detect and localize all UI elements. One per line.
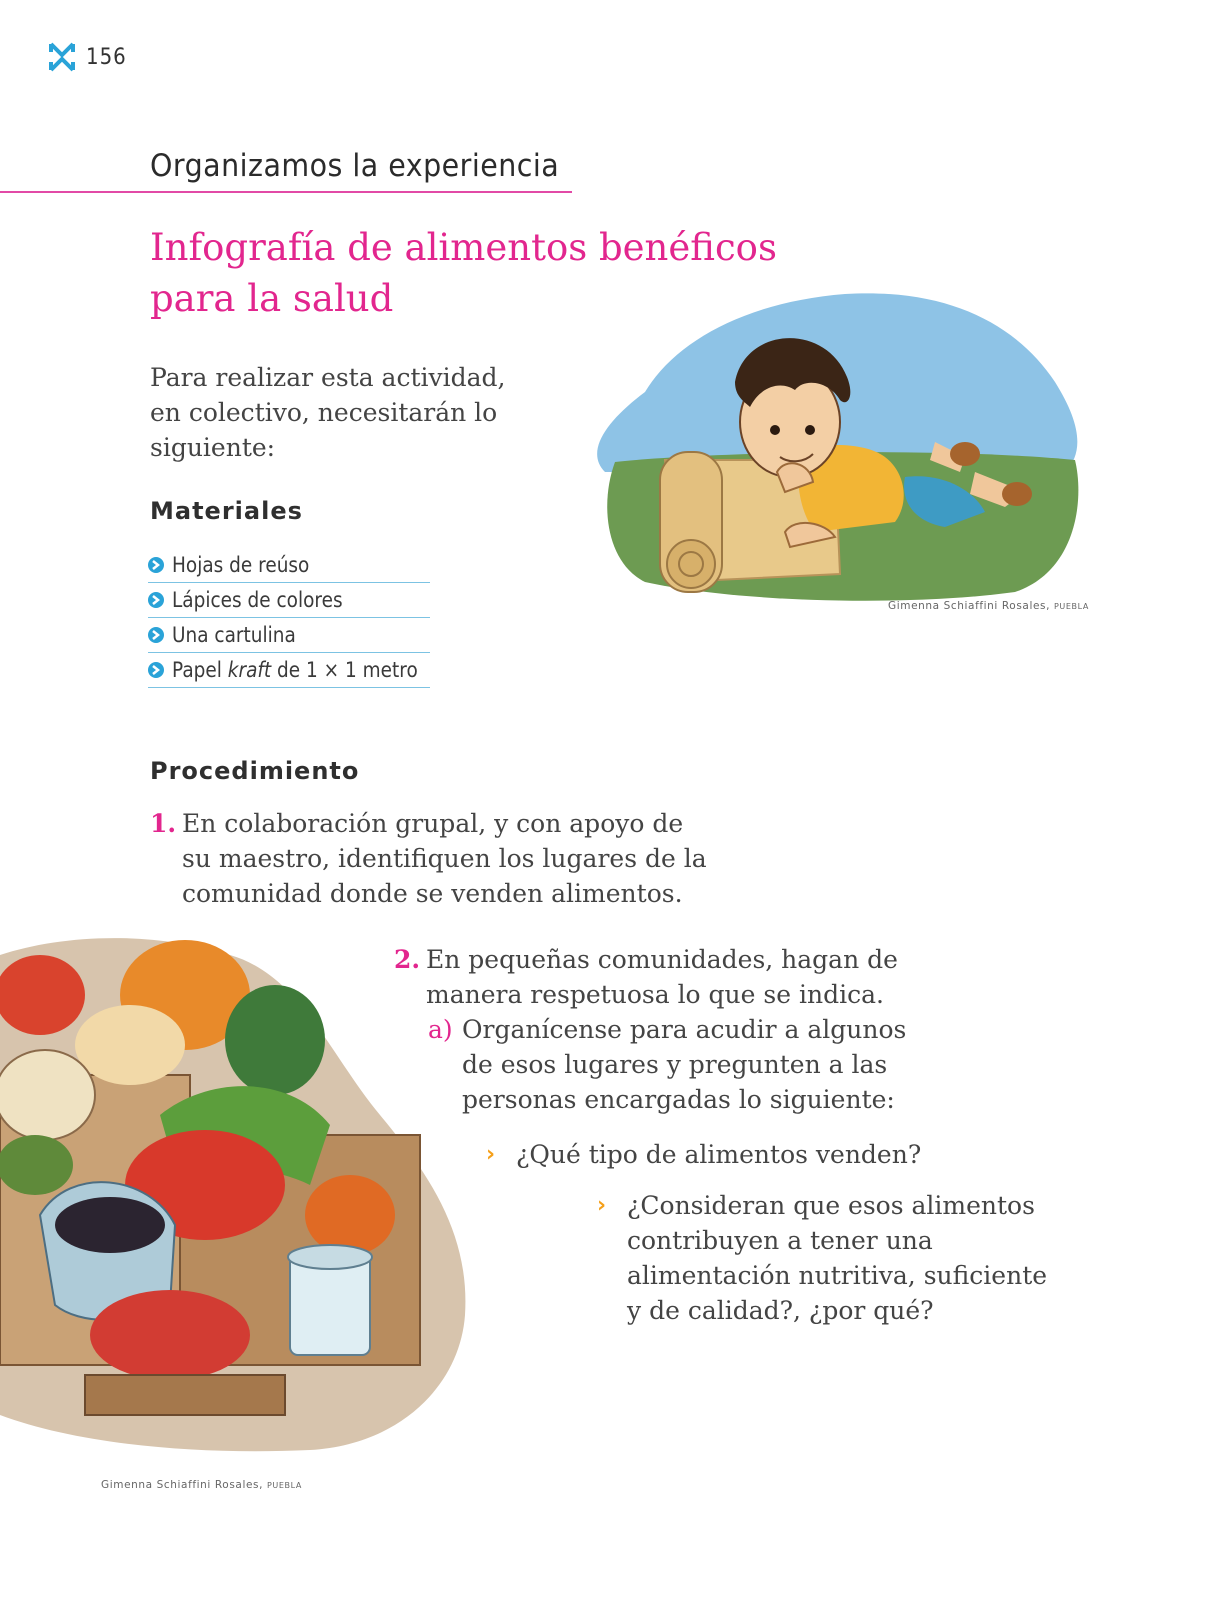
chevron-right-icon xyxy=(148,592,164,608)
procedure-substep-a xyxy=(428,1012,948,1117)
material-text: de 1 × 1 metro xyxy=(277,658,418,682)
step-number: 2. xyxy=(394,945,421,974)
intro-paragraph xyxy=(150,360,550,465)
material-label: Hojas de reúso xyxy=(172,553,310,577)
chevron-bullet-icon: › xyxy=(486,1142,496,1167)
book-logo-icon xyxy=(48,40,76,74)
question-line: ¿Consideran que esos alimentos xyxy=(627,1191,1035,1220)
market-produce-illustration xyxy=(0,935,480,1455)
credit-state: PUEBLA xyxy=(266,1481,302,1490)
step-line: manera respetuosa lo que se indica. xyxy=(426,980,884,1009)
substep-line: personas encargadas lo siguiente: xyxy=(462,1085,895,1114)
intro-line: siguiente: xyxy=(150,433,276,462)
boy-illustration-credit xyxy=(888,600,1089,612)
section-divider xyxy=(0,191,572,193)
question-1 xyxy=(486,1137,946,1172)
material-text: Papel xyxy=(172,658,222,682)
chevron-right-icon xyxy=(148,627,164,643)
substep-line: de esos lugares y pregunten a las xyxy=(462,1050,888,1079)
activity-title-line2: para la salud xyxy=(150,277,394,320)
materials-list xyxy=(148,548,430,688)
credit-author: Gimenna Schiaffini Rosales, xyxy=(888,600,1051,612)
section-heading: Organizamos la experiencia xyxy=(150,148,560,184)
list-item xyxy=(148,618,430,653)
question-line: y de calidad?, ¿por qué? xyxy=(627,1296,934,1325)
materials-heading: Materiales xyxy=(150,497,303,525)
list-item xyxy=(148,548,430,583)
procedure-step-1 xyxy=(150,806,770,911)
procedure-heading: Procedimiento xyxy=(150,757,360,785)
credit-state: PUEBLA xyxy=(1053,602,1089,611)
page-header xyxy=(48,40,127,74)
step-line: su maestro, identifiquen los lugares de la xyxy=(182,844,707,873)
credit-author: Gimenna Schiaffini Rosales, xyxy=(101,1479,264,1491)
intro-line: en colectivo, necesitarán lo xyxy=(150,398,498,427)
substep-line: Organícense para acudir a algunos xyxy=(462,1015,907,1044)
step-line: En colaboración grupal, y con apoyo de xyxy=(182,809,684,838)
intro-line: Para realizar esta actividad, xyxy=(150,363,506,392)
material-label: Lápices de colores xyxy=(172,588,343,612)
step-line: En pequeñas comunidades, hagan de xyxy=(426,945,898,974)
chevron-bullet-icon: › xyxy=(597,1193,607,1218)
question-2 xyxy=(597,1188,1077,1328)
chevron-right-icon xyxy=(148,557,164,573)
boy-reading-illustration xyxy=(585,282,1085,602)
step-number: 1. xyxy=(150,809,177,838)
list-item xyxy=(148,653,430,688)
material-label xyxy=(172,658,418,682)
question-line: alimentación nutritiva, suficiente xyxy=(627,1261,1048,1290)
step-line: comunidad donde se venden alimentos. xyxy=(182,879,683,908)
material-label: Una cartulina xyxy=(172,623,296,647)
page-number: 156 xyxy=(86,44,127,70)
substep-letter: a) xyxy=(428,1015,453,1044)
question-line: contribuyen a tener una xyxy=(627,1226,933,1255)
material-text-italic: kraft xyxy=(227,658,272,682)
activity-title-line1: Infografía de alimentos benéficos xyxy=(150,226,777,269)
chevron-right-icon xyxy=(148,662,164,678)
market-illustration-credit xyxy=(101,1479,302,1491)
question-text: ¿Qué tipo de alimentos venden? xyxy=(516,1140,922,1169)
list-item xyxy=(148,583,430,618)
